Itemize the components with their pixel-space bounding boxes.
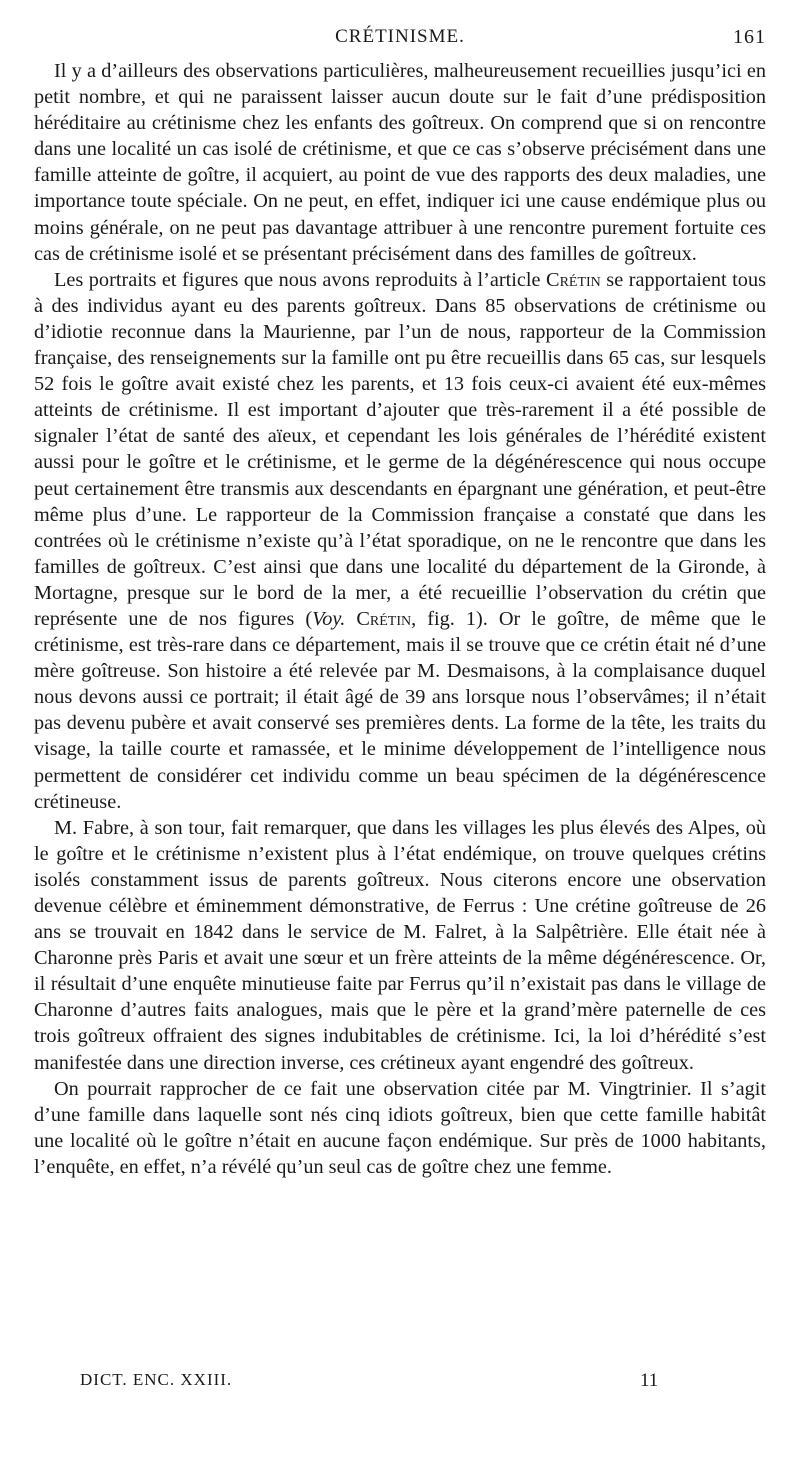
paragraph-2-text-a: Les portraits et figures que nous avons reproduits à l’article (54, 268, 547, 291)
page-number: 161 (733, 26, 766, 48)
signature-mark: DICT. ENC. XXIII. (80, 1370, 233, 1389)
paragraph-1: Il y a d’ailleurs des observations particulières, malheureusement recueillies jusqu’ici en petit nombre, et qui ne paraissent laisser aucun doute sur le fait d’une prédisposition héréditaire au crétinisme chez les enfants des goîtreux. On comprend que si on rencontre dans une localité un cas isolé de crétinisme, et que ce cas s’observe précisément dans une famille atteinte de goître, il acquiert, au point de vue des rapports des deux maladies, une importance toute spéciale. On ne peut, en effet, indiquer ici une cause endémique plus ou moins générale, on ne peut pas davantage attribuer à une rencontre purement fortuite ces cas de crétinisme isolé et se présentant précisément dans des familles de goîtreux. (34, 60, 766, 265)
paragraph-2-text-b: se rapportaient tous à des individus ayant eu des parents goîtreux. Dans 85 observations de crétinisme ou d’idiotie reconnue dans la Maurienne, par l’un de nous, rapporteur de la Commission française, des renseignements sur la famille ont pu être recueillis dans 65 cas, sur lesquels 52 fois le goître avait existé chez les parents, et 13 fois ceux-ci avaient été eux-mêmes atteints de crétinisme. Il est important d’ajouter que très-rarement il a été possible de signaler l’état de santé des aïeux, et cependant les lois générales de l’hérédité existent aussi pour le goître et le crétinisme, et le germe de la dégénérescence qui nous occupe peut certainement être transmis aux descendants en épargnant une génération, et peut-être même plus d’une. Le rapporteur de la Commission française a constaté que dans les contrées où le crétinisme n’existe qu’à l’état sporadique, on ne le rencontre que dans les familles de goîtreux. C’est ainsi que dans une localité du département de la Gironde, à Mortagne, presque sur le bord de la mer, a été recueillie l’observation du crétin que représente une de nos figures ( (34, 268, 766, 630)
running-title: CRÉTINISME. (335, 26, 465, 47)
body-text (34, 58, 766, 1180)
paragraph-2-text-c: , fig. 1). Or le goître, de même que le crétinisme, est très-rare dans ce département, mais il se trouve que ce crétin était né d’une mère goîtreuse. Son histoire a été relevée par M. Desmaisons, à la complaisance duquel nous devons aussi ce portrait; il était âgé de 39 ans lorsque nous l’observâmes; il n’était pas devenu pubère et avait conservé ses premières dents. La forme de la tête, les traits du visage, la taille courte et ramassée, et le minime développement de l’intelligence nous permettent de considérer cet individu comme un beau spécimen de la dégénérescence crétineuse. (34, 607, 766, 813)
footer (80, 1370, 720, 1400)
cross-reference-cretin-figure: Crétin (356, 607, 412, 630)
cross-reference-cretin: Crétin (546, 268, 601, 291)
voy-abbreviation: Voy. (312, 607, 346, 630)
paragraph-4: On pourrait rapprocher de ce fait une observation citée par M. Vingtrinier. Il s’agit d’une famille dans laquelle sont nés cinq idiots goîtreux, bien que cette famille habitât une localité où le goître n’était en aucune façon endémique. Sur près de 1000 habitants, l’enquête, en effet, n’a révélé qu’un seul cas de goître chez une femme. (34, 1077, 766, 1178)
page (34, 26, 766, 1180)
sheet-number: 11 (640, 1370, 659, 1391)
paragraph-3: M. Fabre, à son tour, fait remarquer, que dans les villages les plus élevés des Alpes, où le goître et le crétinisme n’existent plus à l’état endémique, on trouve quelques crétins isolés constamment issus de parents goîtreux. Nous citerons encore une observation devenue célèbre et éminemment démonstrative, de Ferrus : Une crétine goîtreuse de 26 ans se trouvait en 1842 dans le service de M. Falret, à la Salpêtrière. Elle était née à Charonne près Paris et avait une sœur et un frère atteints de la même dégénérescence. Or, il résultait d’une enquête minutieuse faite par Ferrus qu’il n’existait pas dans le village de Charonne d’autres faits analogues, mais que le père et la grand’mère paternelle de ces trois goîtreux offraient des signes indubitables de crétinisme. Ici, la loi d’hérédité s’est manifestée dans une direction inverse, ces crétineux ayant engendré des goîtreux. (34, 816, 766, 1074)
paragraph-2 (34, 267, 766, 815)
running-head (34, 26, 766, 58)
